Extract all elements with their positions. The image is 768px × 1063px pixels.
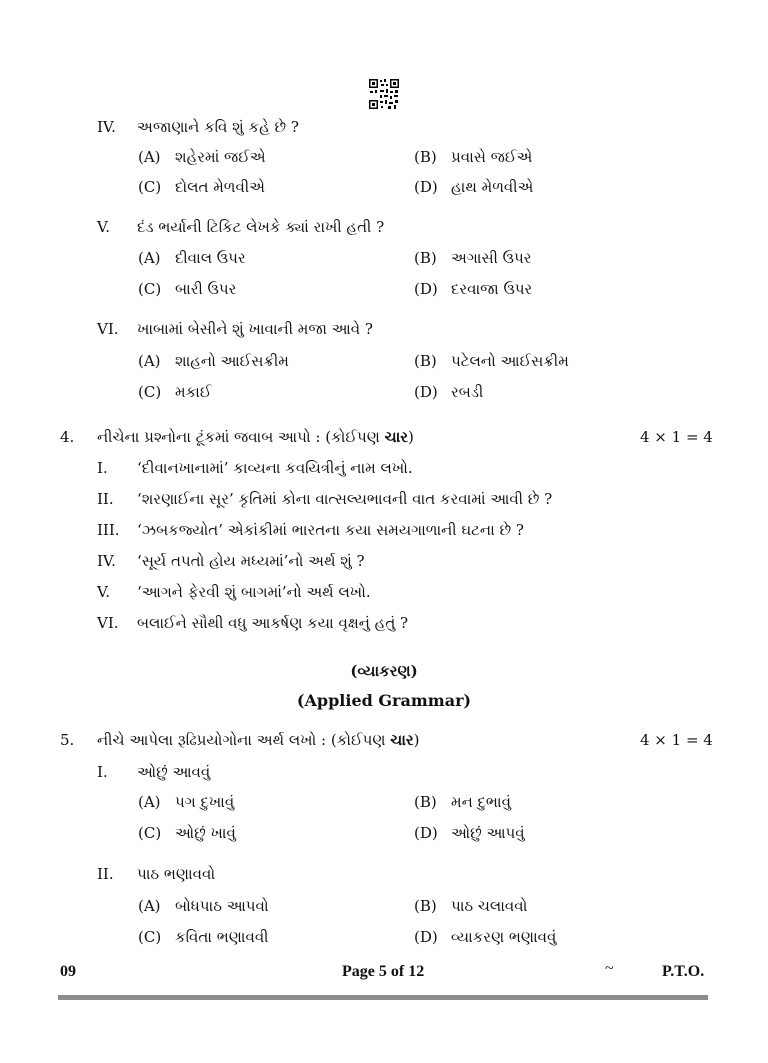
option-text: દીવાલ ઉપર bbox=[175, 249, 246, 267]
list-item-number: II. bbox=[97, 490, 114, 508]
option-text: બોધપાઠ આપવો bbox=[175, 897, 269, 915]
option-text: મન દુભાવું bbox=[451, 793, 511, 811]
option-text: શાહનો આઈસક્રીમ bbox=[175, 352, 289, 370]
q3-vi-number: VI. bbox=[97, 320, 119, 338]
page-number: Page 5 of 12 bbox=[342, 963, 425, 980]
q5-ii-idiom: પાઠ ભણાવવો bbox=[137, 865, 216, 883]
q4-instruction: નીચેના પ્રશ્નોના ટૂંકમાં જવાબ આપો : (કોઈપણ ચાર) bbox=[97, 428, 414, 446]
q5-instruction: નીચે આપેલા રૂઢિપ્રયોગોના અર્થ લખો : (કોઈપણ ચાર) bbox=[97, 731, 420, 749]
option-label: (A) bbox=[138, 793, 161, 811]
list-item: ‘દીવાનખાનામાં’ કાવ્યના કવયિત્રીનું નામ લખો. bbox=[137, 459, 413, 477]
option-label: (B) bbox=[414, 249, 437, 267]
option-label: (A) bbox=[138, 352, 161, 370]
option-label: (B) bbox=[414, 148, 437, 166]
q3-iv-question: અજાણાને કવિ શું કહે છે ? bbox=[137, 118, 299, 136]
option-text: પટેલનો આઈસક્રીમ bbox=[451, 352, 569, 370]
list-item: ‘સૂર્ય તપતો હોય મધ્યમાં’નો અર્થ શું ? bbox=[137, 552, 365, 570]
q3-iv-number: IV. bbox=[97, 118, 116, 136]
q5-i-number: I. bbox=[97, 763, 108, 781]
grammar-heading-english: (Applied Grammar) bbox=[296, 691, 472, 710]
option-text: અગાસી ઉપર bbox=[451, 249, 532, 267]
q4-marks: 4 × 1 = 4 bbox=[640, 428, 713, 446]
list-item: ‘શરણાઈના સૂર’ કૃતિમાં કોના વાત્સલ્યભાવની વાત કરવામાં આવી છે ? bbox=[137, 490, 553, 508]
option-text: રબડી bbox=[451, 383, 484, 401]
option-text: કવિતા ભણાવવી bbox=[175, 928, 269, 946]
option-label: (D) bbox=[414, 928, 438, 946]
q5-i-idiom: ઓછું આવવું bbox=[137, 763, 211, 781]
q5-number: 5. bbox=[60, 731, 75, 749]
option-label: (D) bbox=[414, 383, 438, 401]
list-item-number: I. bbox=[97, 459, 108, 477]
option-label: (D) bbox=[414, 178, 438, 196]
option-text: મકાઈ bbox=[175, 383, 212, 401]
option-text: ઓછું આપવું bbox=[451, 824, 525, 842]
list-item-number: VI. bbox=[97, 614, 119, 632]
option-label: (A) bbox=[138, 148, 161, 166]
qr-code bbox=[368, 78, 400, 110]
option-text: ઓછું ખાવું bbox=[175, 824, 236, 842]
list-item: ‘આગને ફેરવી શું બાગમાં’નો અર્થ લખો. bbox=[137, 583, 371, 601]
option-label: (C) bbox=[138, 178, 162, 196]
option-text: પગ દુખાવું bbox=[175, 793, 235, 811]
list-item-number: III. bbox=[97, 521, 120, 539]
list-item-number: V. bbox=[97, 583, 110, 601]
footer-rule bbox=[58, 995, 708, 1000]
option-label: (D) bbox=[414, 280, 438, 298]
list-item-number: IV. bbox=[97, 552, 116, 570]
option-label: (C) bbox=[138, 824, 162, 842]
paper-code: 09 bbox=[60, 963, 76, 980]
option-label: (A) bbox=[138, 249, 161, 267]
q3-v-number: V. bbox=[97, 218, 110, 236]
option-text: વ્યાકરણ ભણાવવું bbox=[451, 928, 557, 946]
q5-marks: 4 × 1 = 4 bbox=[640, 731, 713, 749]
option-text: પાઠ ચલાવવો bbox=[451, 897, 528, 915]
tilde-mark: ~ bbox=[605, 960, 614, 977]
option-label: (D) bbox=[414, 824, 438, 842]
option-text: શહેરમાં જઈએ bbox=[175, 148, 266, 166]
please-turn-over: P.T.O. bbox=[662, 963, 705, 980]
option-text: પ્રવાસે જઈએ bbox=[451, 148, 533, 166]
option-text: હાથ મેળવીએ bbox=[451, 178, 534, 196]
q3-vi-question: ખાબામાં બેસીને શું ખાવાની મજા આવે ? bbox=[137, 320, 373, 338]
option-label: (A) bbox=[138, 897, 161, 915]
option-label: (C) bbox=[138, 928, 162, 946]
option-text: દોલત મેળવીએ bbox=[175, 178, 265, 196]
option-label: (C) bbox=[138, 383, 162, 401]
list-item: ‘ઝબકજ્યોત’ એકાંકીમાં ભારતના કયા સમયગાળાની ઘટના છે ? bbox=[137, 521, 524, 539]
q4-number: 4. bbox=[60, 428, 75, 446]
grammar-heading-gujarati: (વ્યાકરણ) bbox=[350, 662, 418, 680]
option-text: બારી ઉપર bbox=[175, 280, 237, 298]
list-item: બલાઈને સૌથી વધુ આકર્ષણ કયા વૃક્ષનું હતું ? bbox=[137, 614, 409, 632]
option-text: દરવાજા ઉપર bbox=[451, 280, 533, 298]
option-label: (B) bbox=[414, 352, 437, 370]
option-label: (B) bbox=[414, 897, 437, 915]
q5-ii-number: II. bbox=[97, 865, 114, 883]
q3-v-question: દંડ ભર્યાની ટિકિટ લેખકે ક્યાં રાખી હતી ? bbox=[137, 218, 385, 236]
option-label: (B) bbox=[414, 793, 437, 811]
option-label: (C) bbox=[138, 280, 162, 298]
